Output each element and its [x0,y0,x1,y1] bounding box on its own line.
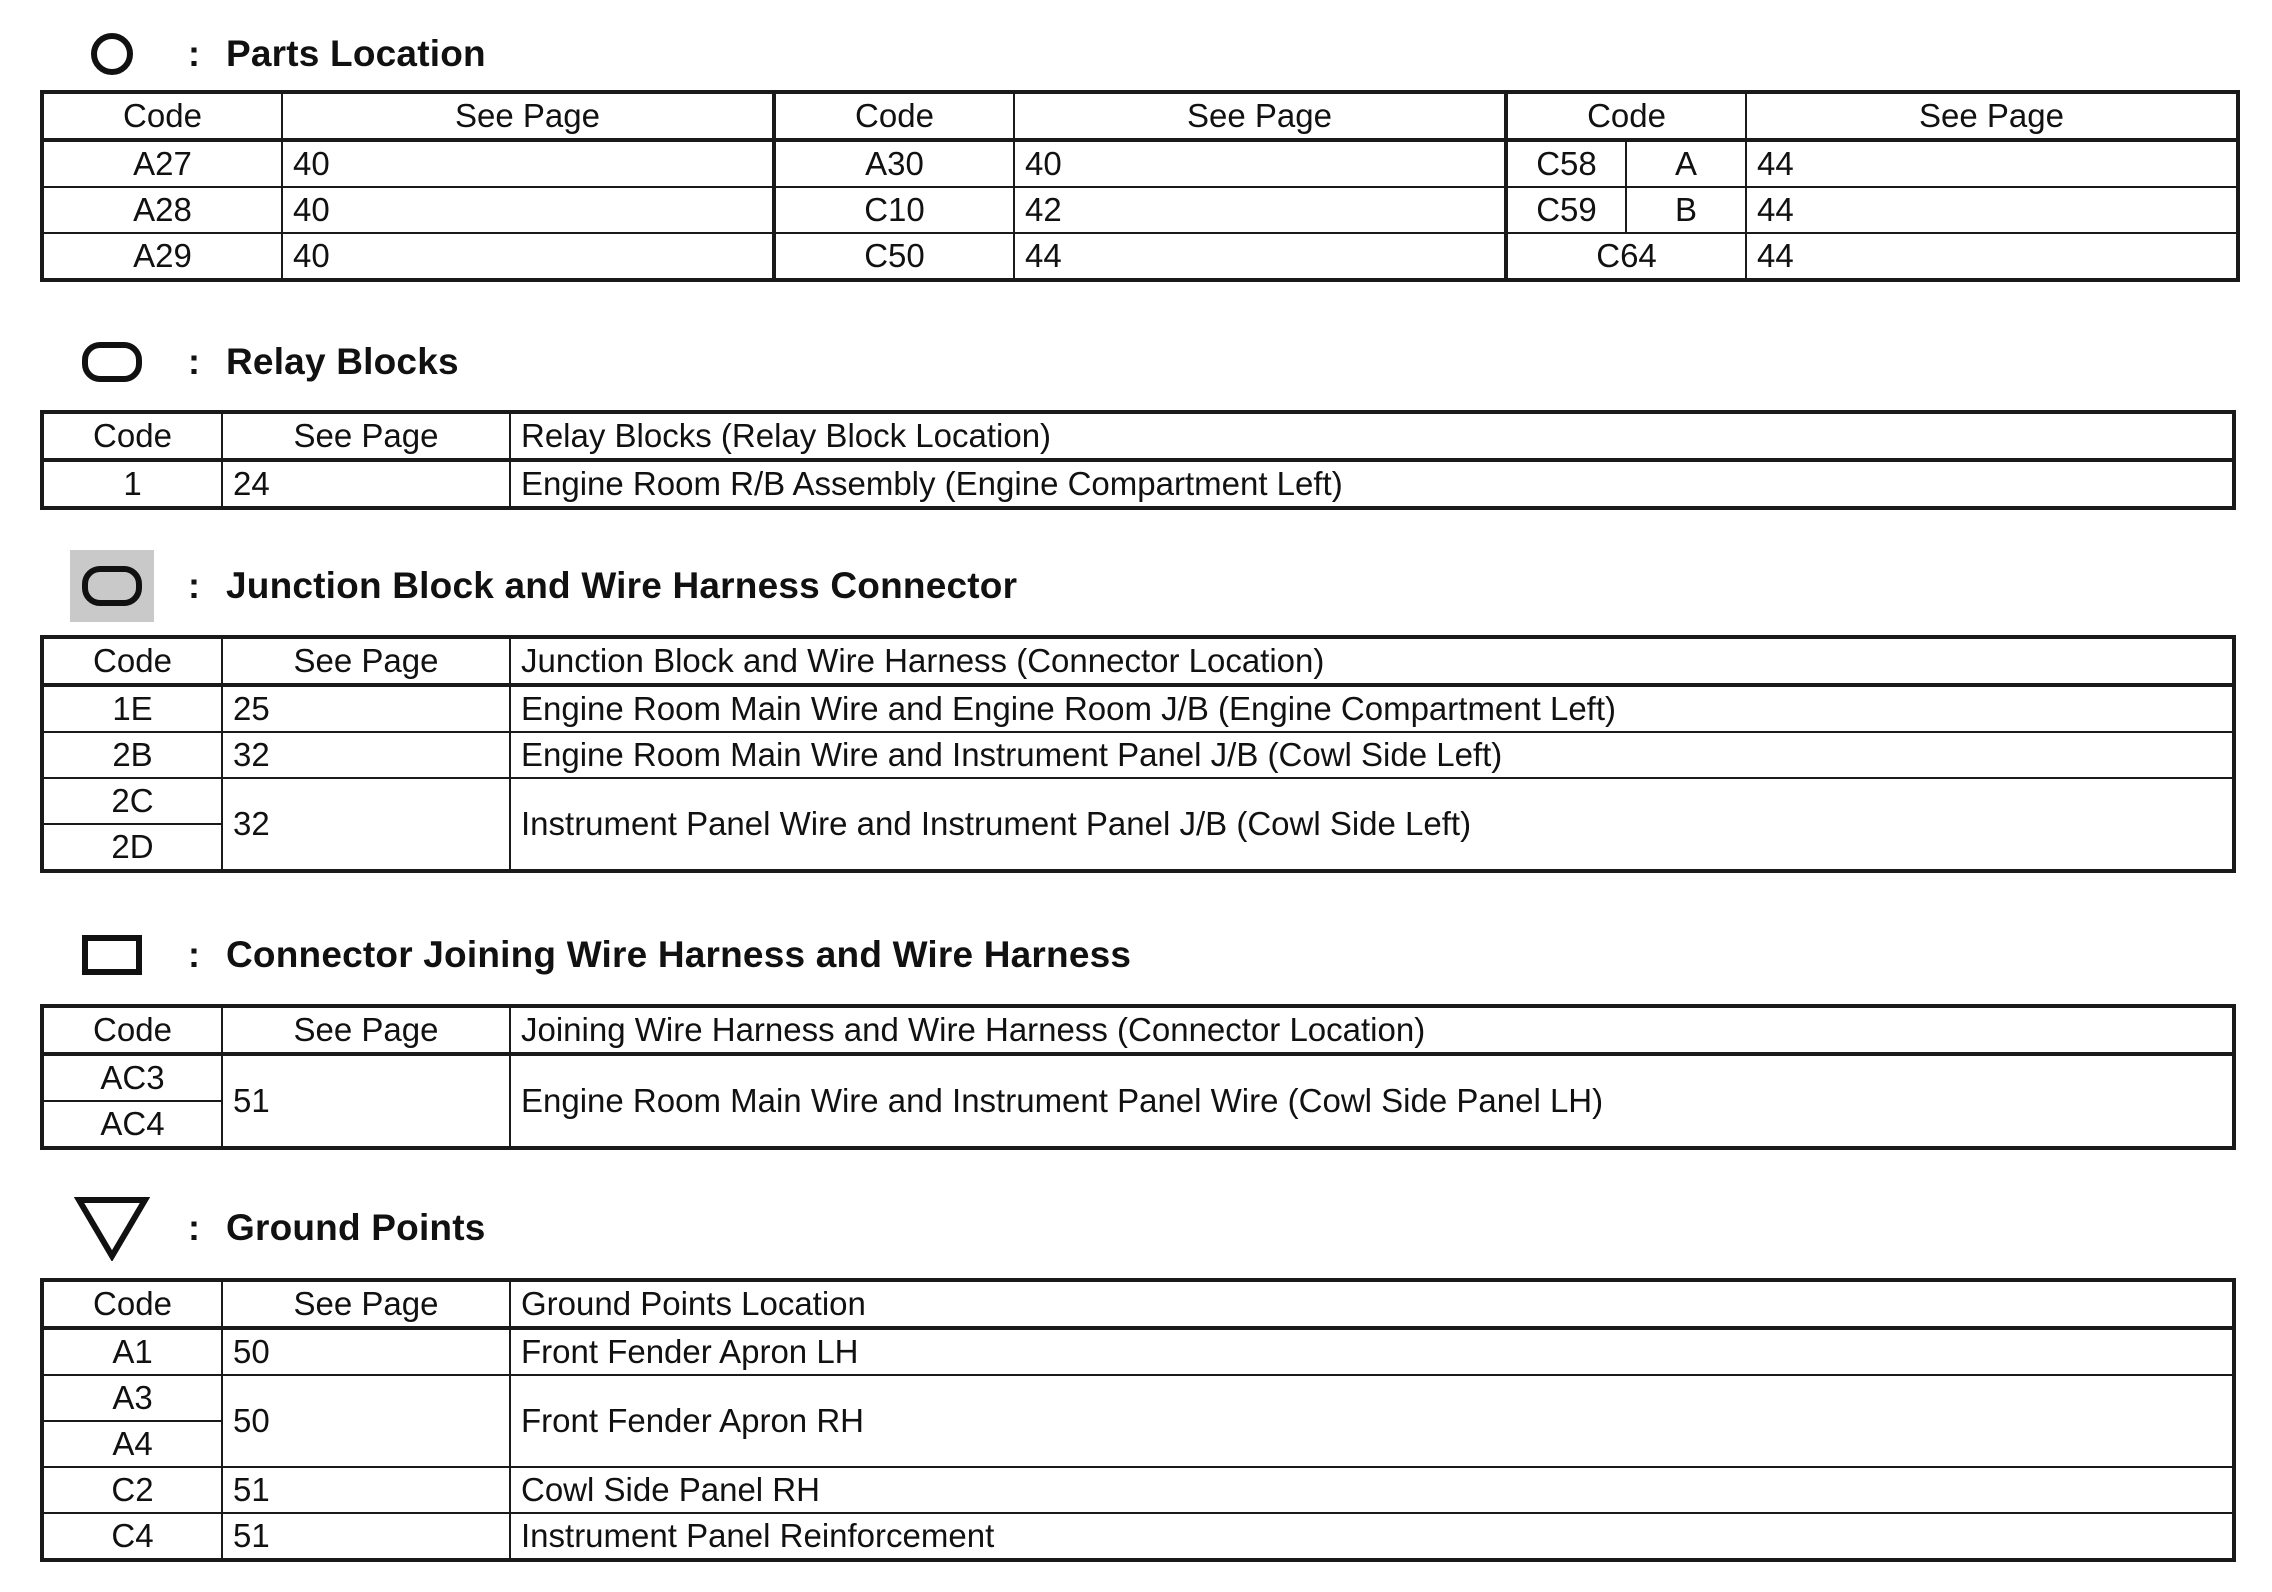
section-title: Connector Joining Wire Harness and Wire Harness [226,934,1132,975]
code-cell: AC4 [42,1101,222,1148]
code-cell: A28 [42,187,282,233]
description-cell: Front Fender Apron LH [510,1328,2234,1375]
heading-colon: : [188,341,200,382]
column-header: Code [42,412,222,460]
column-header: Relay Blocks (Relay Block Location) [510,412,2234,460]
page-cell: 51 [222,1467,510,1513]
heading-colon: : [188,934,200,975]
code-cell: C50 [774,233,1014,280]
column-header: Code [42,637,222,685]
code-cell: 2B [42,732,222,778]
page-cell: 42 [1014,187,1506,233]
table-row [42,187,2238,233]
code-cell: 2D [42,824,222,871]
description-cell: Front Fender Apron RH [510,1375,2234,1467]
page-cell: 40 [282,233,774,280]
page-cell: 44 [1746,140,2238,187]
table-header-row [42,412,2234,460]
column-header: Ground Points Location [510,1280,2234,1328]
table-row [42,685,2234,732]
page-cell: 51 [222,1054,510,1148]
code-cell: A3 [42,1375,222,1421]
page-cell: 50 [222,1375,510,1467]
table-row [42,233,2238,280]
column-header: Junction Block and Wire Harness (Connector Location) [510,637,2234,685]
page-cell: 24 [222,460,510,508]
ground-points-heading [70,1198,486,1258]
section-title: Parts Location [226,33,486,74]
section-title: Relay Blocks [226,341,459,382]
code-cell: A1 [42,1328,222,1375]
column-header: Code [1506,92,1746,140]
table-row [42,732,2234,778]
heading-colon: : [188,33,200,74]
code-cell: C4 [42,1513,222,1560]
column-header: Code [42,1280,222,1328]
description-cell: Engine Room R/B Assembly (Engine Compartment Left) [510,460,2234,508]
page-cell: 40 [282,140,774,187]
ground-points-table [40,1278,2236,1562]
column-header: See Page [282,92,774,140]
relay-blocks-table [40,410,2236,510]
code-cell: 1E [42,685,222,732]
table-row [42,1375,2234,1421]
page-cell: 32 [222,732,510,778]
column-header: See Page [1014,92,1506,140]
code-cell: C58 [1506,140,1626,187]
section-title: Ground Points [226,1207,486,1248]
junction-block-table [40,635,2236,873]
rectangle-icon [70,925,154,985]
code-cell: 2C [42,778,222,824]
relay-blocks-heading [70,332,459,392]
table-header-row [42,1280,2234,1328]
table-row [42,1513,2234,1560]
code-suffix-cell: B [1626,187,1746,233]
table-header-row [42,637,2234,685]
page-cell: 44 [1014,233,1506,280]
shaded-rounded-rect-icon [70,556,154,616]
code-cell: C59 [1506,187,1626,233]
down-triangle-icon [70,1198,154,1258]
description-cell: Instrument Panel Reinforcement [510,1513,2234,1560]
code-cell: A4 [42,1421,222,1467]
table-header-row [42,1006,2234,1054]
code-cell: A29 [42,233,282,280]
column-header: See Page [1746,92,2238,140]
table-row [42,1328,2234,1375]
table-row [42,140,2238,187]
code-cell: C10 [774,187,1014,233]
parts-location-heading [70,24,486,84]
parts-location-table [40,90,2240,282]
description-cell: Cowl Side Panel RH [510,1467,2234,1513]
heading-colon: : [188,1207,200,1248]
code-cell: A27 [42,140,282,187]
code-cell: A30 [774,140,1014,187]
description-cell: Engine Room Main Wire and Engine Room J/B (Engine Compartment Left) [510,685,2234,732]
column-header: Code [42,92,282,140]
page-cell: 40 [1014,140,1506,187]
description-cell: Engine Room Main Wire and Instrument Panel Wire (Cowl Side Panel LH) [510,1054,2234,1148]
circle-icon [70,24,154,84]
section-title: Junction Block and Wire Harness Connector [226,565,1018,606]
table-header-row [42,92,2238,140]
column-header: Code [774,92,1014,140]
column-header: See Page [222,1280,510,1328]
page-cell: 40 [282,187,774,233]
column-header: Code [42,1006,222,1054]
joining-connector-heading [70,925,1131,985]
page-cell: 44 [1746,233,2238,280]
column-header: See Page [222,637,510,685]
code-cell: AC3 [42,1054,222,1101]
table-row [42,1054,2234,1101]
column-header: See Page [222,412,510,460]
code-cell: C2 [42,1467,222,1513]
page-cell: 25 [222,685,510,732]
rounded-rect-icon [70,332,154,392]
page-cell: 32 [222,778,510,871]
table-row [42,778,2234,824]
code-cell: C64 [1506,233,1746,280]
page-cell: 51 [222,1513,510,1560]
heading-colon: : [188,565,200,606]
page-cell: 50 [222,1328,510,1375]
description-cell: Engine Room Main Wire and Instrument Panel J/B (Cowl Side Left) [510,732,2234,778]
column-header: Joining Wire Harness and Wire Harness (Connector Location) [510,1006,2234,1054]
junction-block-heading [70,556,1017,616]
table-row [42,460,2234,508]
code-cell: 1 [42,460,222,508]
table-row [42,1467,2234,1513]
page-cell: 44 [1746,187,2238,233]
column-header: See Page [222,1006,510,1054]
joining-connector-table [40,1004,2236,1150]
description-cell: Instrument Panel Wire and Instrument Panel J/B (Cowl Side Left) [510,778,2234,871]
code-suffix-cell: A [1626,140,1746,187]
